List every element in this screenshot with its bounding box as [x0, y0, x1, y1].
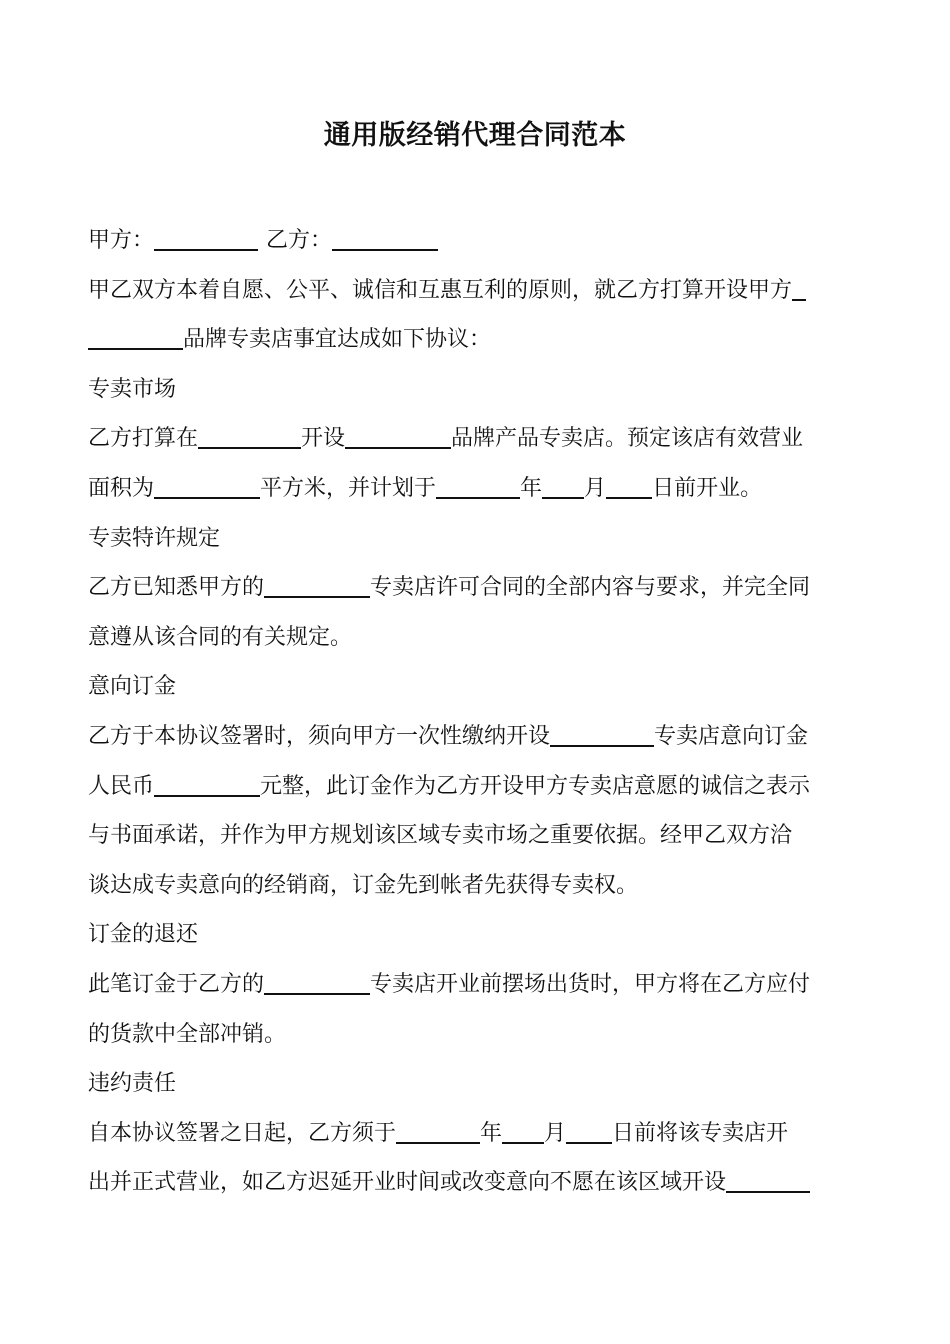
brand-blank-start [792, 277, 806, 301]
brand-blank [345, 425, 451, 449]
text-fragment: 日前开业。 [652, 475, 763, 501]
text-fragment: 月 [584, 475, 607, 501]
text-fragment: 年 [480, 1120, 503, 1146]
text-fragment: 谈达成专卖意向的经销商，订金先到帐者先获得专卖权。 [88, 872, 639, 898]
day-blank [606, 475, 652, 499]
text-fragment: 开设 [301, 426, 346, 452]
section-heading: 违约责任 [88, 1071, 177, 1097]
year-blank [396, 1120, 480, 1144]
text-fragment: 平方米，并计划于 [260, 475, 437, 501]
text-fragment: 面积为 [88, 475, 155, 501]
text-fragment: 年 [520, 475, 543, 501]
party-b-label: 乙方： [266, 228, 333, 253]
section-1-line-2 [88, 464, 864, 514]
text-fragment: 月 [544, 1120, 567, 1146]
party-b-blank [332, 227, 438, 251]
brand-blank [264, 971, 370, 995]
section-heading: 专卖特许规定 [88, 525, 221, 551]
month-blank [502, 1120, 544, 1144]
brand-blank [88, 326, 183, 350]
section-3-line-3 [88, 811, 864, 861]
brand-blank [550, 723, 654, 747]
text-fragment: 乙方已知悉甲方的 [88, 575, 265, 601]
brand-blank [726, 1169, 810, 1193]
section-heading: 专卖市场 [88, 376, 177, 402]
document-body [88, 216, 864, 1208]
text-fragment: 与书面承诺，并作为甲方规划该区域专卖市场之重要依据。经甲乙双方洽 [88, 823, 793, 849]
text-fragment: 意遵从该合同的有关规定。 [88, 624, 353, 650]
document-title: 通用版经销代理合同范本 [323, 120, 627, 151]
text-fragment: 日前将该专卖店开 [612, 1120, 789, 1146]
year-blank [436, 475, 520, 499]
text-fragment: 专卖店意向订金 [654, 723, 809, 749]
intro-text-2: 品牌专卖店事宜达成如下协议： [183, 327, 492, 353]
brand-blank [264, 574, 370, 598]
text-fragment: 的货款中全部冲销。 [88, 1021, 287, 1047]
section-5-line-1 [88, 1109, 864, 1159]
text-fragment: 专卖店开业前摆场出货时，甲方将在乙方应付 [370, 971, 811, 997]
section-heading: 意向订金 [88, 674, 177, 700]
section-3-line-2 [88, 762, 864, 812]
section-4-line-1 [88, 960, 864, 1010]
section-2-line-1 [88, 563, 864, 613]
text-fragment: 乙方于本协议签署时，须向甲方一次性缴纳开设 [88, 723, 551, 749]
text-fragment: 人民币 [88, 773, 155, 799]
section-1-line-1 [88, 414, 864, 464]
section-4-line-2 [88, 1010, 864, 1060]
text-fragment: 品牌产品专卖店。预定该店有效营业 [451, 426, 804, 452]
section-3-line-1 [88, 712, 864, 762]
area-blank [154, 475, 260, 499]
section-5-line-2 [88, 1158, 864, 1208]
text-fragment: 自本协议签署之日起，乙方须于 [88, 1120, 397, 1146]
text-fragment: 出并正式营业，如乙方迟延开业时间或改变意向不愿在该区域开设 [88, 1170, 727, 1196]
day-blank [566, 1120, 612, 1144]
intro-line-1 [88, 266, 864, 316]
location-blank [198, 425, 301, 449]
intro-line-2 [88, 315, 864, 365]
section-heading: 订金的退还 [88, 922, 199, 948]
text-fragment: 元整，此订金作为乙方开设甲方专卖店意愿的诚信之表示 [260, 773, 811, 799]
section-2-line-2 [88, 613, 864, 663]
text-fragment: 此笔订金于乙方的 [88, 971, 265, 997]
section-3-line-4 [88, 861, 864, 911]
text-fragment: 专卖店许可合同的全部内容与要求，并完全同 [370, 575, 811, 601]
party-a-label: 甲方： [88, 228, 155, 253]
text-fragment: 乙方打算在 [88, 426, 199, 452]
month-blank [542, 475, 584, 499]
parties-line [88, 216, 864, 266]
intro-text-1: 甲乙双方本着自愿、公平、诚信和互惠互利的原则，就乙方打算开设甲方 [88, 277, 793, 303]
amount-blank [154, 773, 260, 797]
party-a-blank [154, 227, 258, 251]
